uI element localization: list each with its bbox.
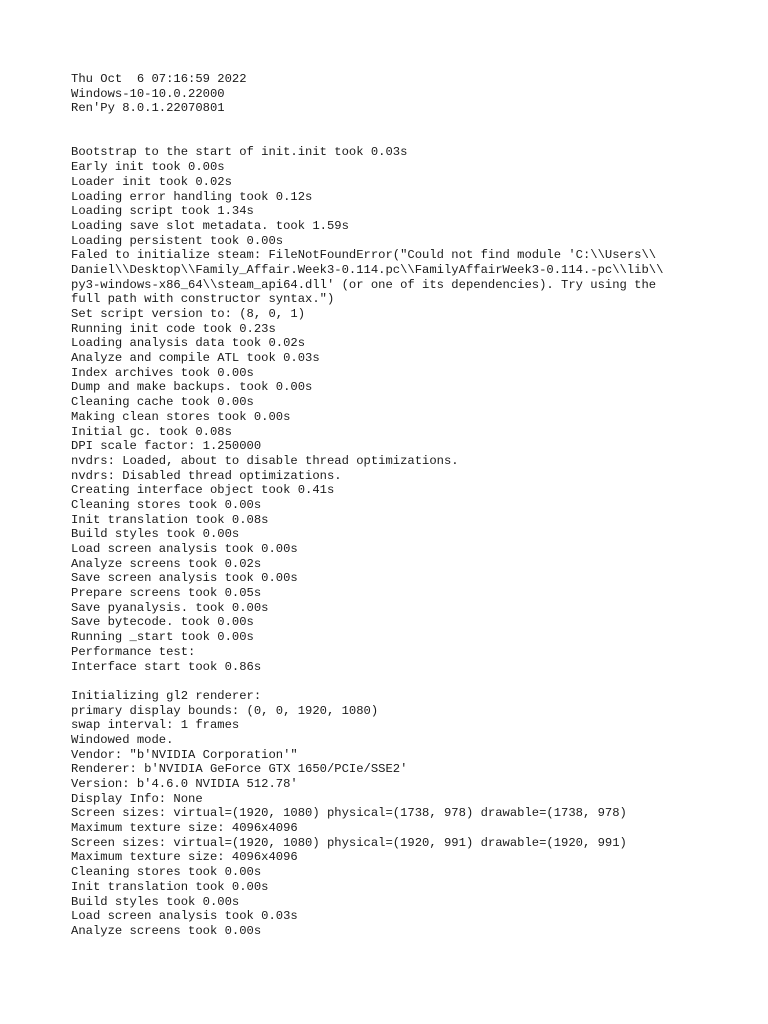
log-line: Init translation took 0.08s [71, 512, 269, 527]
log-line: Save pyanalysis. took 0.00s [71, 600, 269, 615]
log-line: nvdrs: Loaded, about to disable thread optimizations. [71, 453, 459, 468]
log-line: Bootstrap to the start of init.init took 0.03s [71, 145, 408, 160]
log-line: Early init took 0.00s [71, 160, 225, 175]
log-os: Windows-10-10.0.22000 [71, 86, 225, 101]
log-line: Analyze screens took 0.02s [71, 556, 262, 571]
blank-line [71, 131, 731, 146]
log-line: Loading analysis data took 0.02s [71, 336, 306, 351]
log-line: Cleaning cache took 0.00s [71, 395, 254, 410]
log-line: Init translation took 0.00s [71, 879, 269, 894]
log-line: full path with constructor syntax.") [71, 292, 335, 307]
log-line: Daniel\\Desktop\\Family_Affair.Week3-0.114.pc\\FamilyAffairWeek3-0.114.-pc\\lib\\ [71, 262, 664, 277]
log-line: Creating interface object took 0.41s [71, 483, 335, 498]
log-line: Loading persistent took 0.00s [71, 233, 284, 248]
log-line: Analyze and compile ATL took 0.03s [71, 351, 320, 366]
log-line: py3-windows-x86_64\\steam_api64.dll' (or one of its dependencies). Try using the [71, 277, 657, 292]
log-line: Interface start took 0.86s [71, 659, 262, 674]
init-log [71, 145, 731, 674]
log-line: Analyze screens took 0.00s [71, 923, 262, 938]
log-line: Loading save slot metadata. took 1.59s [71, 218, 349, 233]
log-line: Index archives took 0.00s [71, 365, 254, 380]
log-line: Loading error handling took 0.12s [71, 189, 313, 204]
log-line: Initializing gl2 renderer: [71, 688, 262, 703]
log-line: Screen sizes: virtual=(1920, 1080) physical=(1920, 991) drawable=(1920, 991) [71, 835, 627, 850]
log-line: Prepare screens took 0.05s [71, 586, 262, 601]
log-line: Build styles took 0.00s [71, 527, 240, 542]
log-line: Renderer: b'NVIDIA GeForce GTX 1650/PCIe/SSE2' [71, 762, 408, 777]
log-line: Screen sizes: virtual=(1920, 1080) physical=(1738, 978) drawable=(1738, 978) [71, 806, 627, 821]
log-line: Maximum texture size: 4096x4096 [71, 850, 298, 865]
blank-line [71, 116, 731, 131]
log-line: Build styles took 0.00s [71, 894, 240, 909]
log-line: Maximum texture size: 4096x4096 [71, 821, 298, 836]
blank-line [71, 674, 731, 689]
log-line: Cleaning stores took 0.00s [71, 865, 262, 880]
log-line: Windowed mode. [71, 732, 174, 747]
log-line: Loading script took 1.34s [71, 204, 254, 219]
log-line: Loader init took 0.02s [71, 174, 232, 189]
log-line: Cleaning stores took 0.00s [71, 497, 262, 512]
log-line: Running _start took 0.00s [71, 630, 254, 645]
log-line: Dump and make backups. took 0.00s [71, 380, 313, 395]
renderer-log [71, 689, 731, 939]
log-date: Thu Oct 6 07:16:59 2022 [71, 72, 247, 86]
log-line: Save bytecode. took 0.00s [71, 615, 254, 630]
log-line: Performance test: [71, 644, 196, 659]
log-header [71, 72, 731, 116]
log-document [71, 72, 731, 939]
log-line: nvdrs: Disabled thread optimizations. [71, 468, 342, 483]
log-line: Making clean stores took 0.00s [71, 409, 291, 424]
log-line: Save screen analysis took 0.00s [71, 571, 298, 586]
log-line: Faled to initialize steam: FileNotFoundError("Could not find module 'C:\\Users\\ [71, 248, 657, 263]
log-line: Set script version to: (8, 0, 1) [71, 307, 306, 321]
log-line: Running init code took 0.23s [71, 321, 276, 336]
log-line: primary display bounds: (0, 0, 1920, 1080) [71, 703, 379, 718]
log-line: swap interval: 1 frames [71, 718, 240, 733]
log-line: Vendor: "b'NVIDIA Corporation'" [71, 747, 298, 762]
log-line: DPI scale factor: 1.250000 [71, 439, 262, 454]
log-renpy-version: Ren'Py 8.0.1.22070801 [71, 101, 225, 116]
log-line: Load screen analysis took 0.03s [71, 909, 298, 924]
log-line: Display Info: None [71, 791, 203, 806]
log-line: Initial gc. took 0.08s [71, 424, 232, 439]
log-line: Load screen analysis took 0.00s [71, 542, 298, 556]
log-line: Version: b'4.6.0 NVIDIA 512.78' [71, 777, 298, 791]
